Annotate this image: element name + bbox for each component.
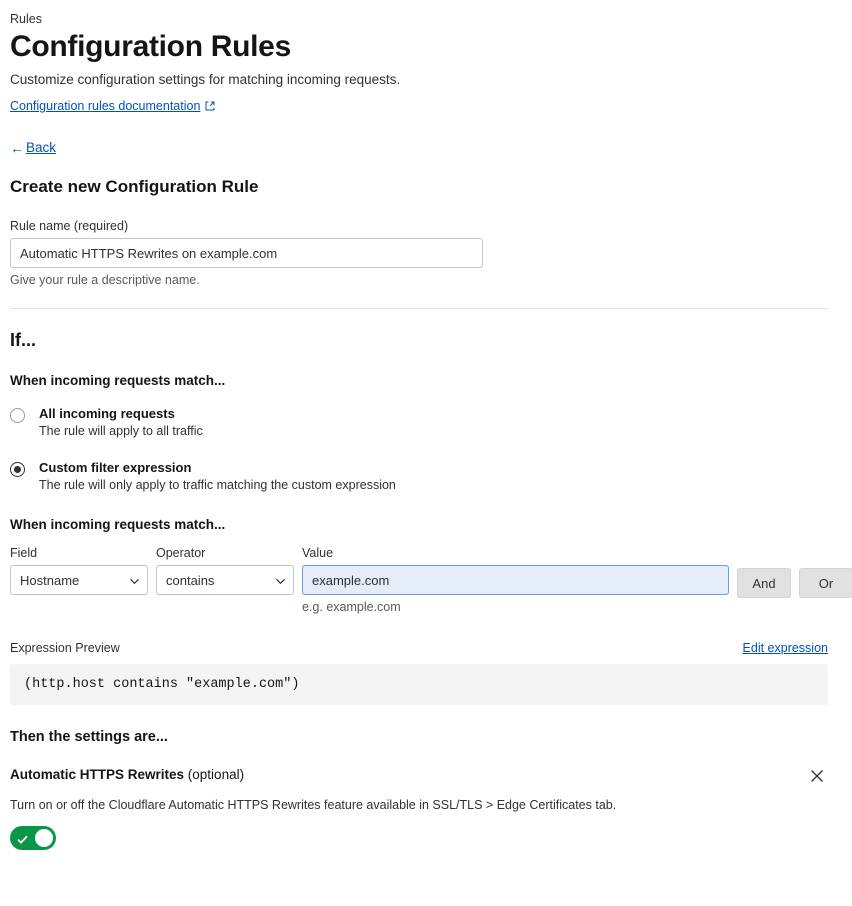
page-subtitle: Customize configuration settings for matching incoming requests.: [10, 72, 401, 87]
and-button[interactable]: And: [737, 568, 791, 598]
check-icon: [17, 832, 28, 843]
documentation-link-label: Configuration rules documentation: [10, 99, 201, 113]
rule-name-label: Rule name (required): [10, 219, 129, 233]
match-label-2: When incoming requests match...: [10, 517, 226, 532]
expression-builder: [10, 546, 834, 614]
field-select[interactable]: [10, 565, 148, 595]
section-divider: [10, 308, 828, 309]
radio-custom-filter-expression[interactable]: [10, 462, 25, 477]
field-column: [10, 546, 148, 595]
expression-preview-box: (http.host contains "example.com"): [10, 664, 828, 705]
setting-description: Turn on or off the Cloudflare Automatic HTTPS Rewrites feature available in SSL/TLS > Edge Certificates tab.: [10, 798, 617, 812]
value-help: e.g. example.com: [302, 600, 401, 614]
operator-label: Operator: [156, 546, 206, 560]
back-navigation[interactable]: [10, 140, 828, 155]
operator-select-value: contains: [166, 572, 215, 588]
back-arrow-icon: ←: [10, 139, 24, 156]
radio-custom-title: Custom filter expression: [39, 460, 192, 475]
chevron-down-icon: [276, 573, 285, 588]
breadcrumb: Rules: [10, 12, 42, 26]
value-input[interactable]: [302, 565, 729, 595]
automatic-https-rewrites-toggle[interactable]: [10, 826, 56, 850]
chevron-down-icon: [130, 573, 139, 588]
radio-option-all-incoming-requests[interactable]: [10, 406, 828, 438]
operator-column: [156, 546, 294, 595]
and-button-wrap: [737, 546, 791, 598]
expression-preview-label: Expression Preview: [10, 641, 120, 655]
documentation-link[interactable]: [10, 99, 215, 113]
rule-name-help: Give your rule a descriptive name.: [10, 273, 200, 287]
then-section-title: Then the settings are...: [10, 729, 168, 745]
close-icon[interactable]: [808, 767, 826, 785]
radio-all-title: All incoming requests: [39, 406, 175, 421]
page-title: Configuration Rules: [10, 30, 291, 63]
value-label: Value: [302, 546, 334, 560]
setting-header: [10, 767, 828, 785]
match-label: When incoming requests match...: [10, 373, 226, 388]
radio-all-incoming-requests[interactable]: [10, 408, 25, 423]
setting-optional-text: (optional): [187, 767, 245, 782]
rule-name-input[interactable]: [10, 238, 483, 268]
expression-preview-header: [10, 641, 828, 655]
radio-all-desc: The rule will apply to all traffic: [39, 424, 203, 438]
back-link-label[interactable]: Back: [26, 140, 57, 155]
or-button-wrap: [799, 546, 852, 598]
value-column: [302, 546, 729, 614]
edit-expression-link[interactable]: Edit expression: [742, 641, 828, 655]
field-label: Field: [10, 546, 38, 560]
radio-custom-desc: The rule will only apply to traffic matching the custom expression: [39, 478, 396, 492]
toggle-knob: [35, 829, 53, 847]
field-select-value: Hostname: [20, 572, 80, 588]
setting-title: [10, 767, 244, 782]
if-section-title: If...: [10, 330, 36, 350]
setting-title-text: Automatic HTTPS Rewrites: [10, 767, 185, 782]
external-link-icon: [205, 101, 215, 111]
create-rule-heading: Create new Configuration Rule: [10, 177, 259, 196]
operator-select[interactable]: [156, 565, 294, 595]
or-button[interactable]: Or: [799, 568, 852, 598]
radio-option-custom-filter-expression[interactable]: [10, 460, 828, 492]
